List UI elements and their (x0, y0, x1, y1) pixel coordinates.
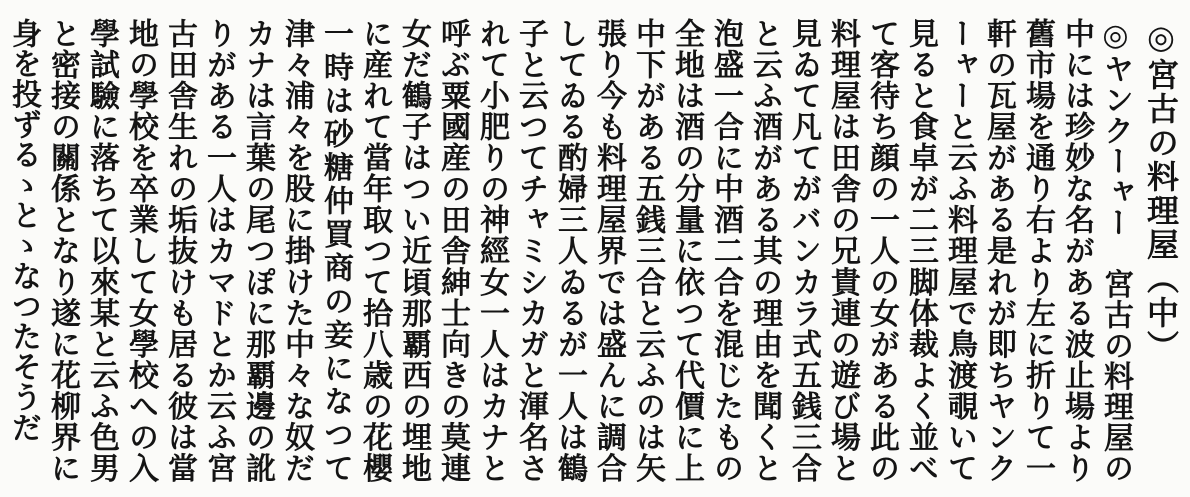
article-body-text: ヤンクーャー 宮古の料理屋の中には珍妙な名がある波止場より舊市場を通り右より左に折りて一軒の瓦屋がある是れが即ちヤンクーャーと云ふ料理屋で鳥渡覗いて見ると食卓が二三脚体裁よく並べて客待ち顔の一人の女がある此の料理屋は田舎の兄貴連の遊び場と見ゐて凡てがバンカラ式五銭三合と云ふ酒がある其の理由を聞くと泡盛一合に中酒二合を混じたもの全地は酒の分量に依つて代價に上中下がある五銭三合と云ふのは矢張り今も料理屋界では盛んに調合してゐる酌婦三人ゐるが一人は鶴子と云つてチャミシカガと渾名されて小肥りの神經女一人はカナと呼ぶ粟國産の田舎紳士向きの莫連女だ鶴子はつい近頃那覇西の埋地に産れて當年取つて拾八歳の花櫻一時は砂糖仲買商の妾になつて津々浦々を股に掛けた中々な奴だカナは言葉の尾つぽに那覇邊の訛りがある一人はカマドとか云ふ宮古田舎生れの垢抜けも居る彼は當地の學校を卒業して女學校への入學試驗に落ちて以來某と云ふ色男と密接の關係となり遂に花柳界に身を投ずるゝとゝなつたそうだ (6, 18, 1133, 483)
article-column-block (6, 18, 1180, 483)
subheading-bullet-mark: ◎ (1098, 18, 1133, 54)
headline-text: 宮古の料理屋（中） (1142, 58, 1180, 364)
article-headline (1141, 18, 1180, 483)
headline-bullet-mark: ◎ (1142, 18, 1180, 58)
article-body (4, 18, 1135, 483)
